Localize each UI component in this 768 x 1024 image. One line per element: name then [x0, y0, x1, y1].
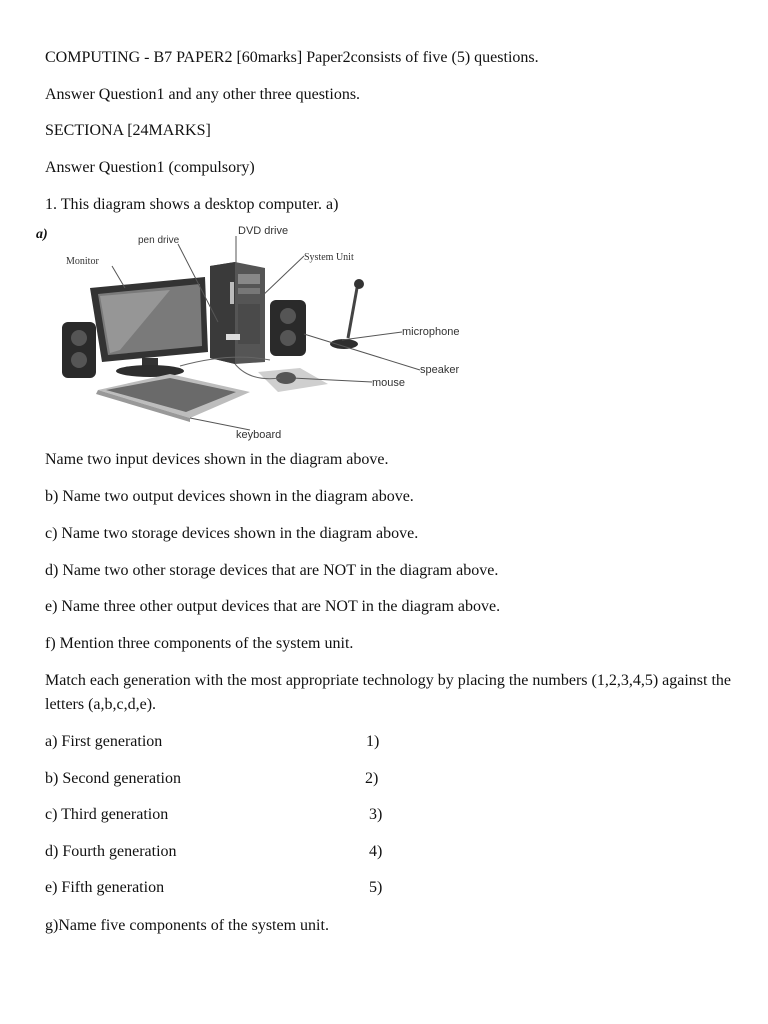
question-part-g: g)Name five components of the system unit.: [45, 917, 329, 934]
label-mouse: mouse: [372, 377, 406, 389]
label-pen-drive: pen drive: [138, 235, 180, 246]
system-unit-icon: [210, 262, 265, 364]
label-system-unit: System Unit: [304, 252, 354, 263]
label-dvd-drive: DVD drive: [238, 225, 289, 237]
matching-row-b-left: b) Second generation: [45, 770, 181, 787]
left-speaker-icon: [62, 322, 96, 378]
question1-intro: 1. This diagram shows a desktop computer. a): [45, 196, 339, 213]
question-part-d: d) Name two other storage devices that are NOT in the diagram above.: [45, 562, 499, 579]
mouse-icon: [258, 368, 328, 392]
section-heading: SECTIONA [24MARKS]: [45, 122, 211, 139]
matching-row-e-left: e) Fifth generation: [45, 879, 165, 896]
question-part-e: e) Name three other output devices that are NOT in the diagram above.: [45, 598, 501, 615]
question-part-b: b) Name two output devices shown in the diagram above.: [45, 488, 414, 505]
matching-instruction: Match each generation with the most appropriate technology by placing the numbers (1,2,3,4,5) against the letters (a,b,c,d,e).: [45, 672, 732, 713]
question-part-a: Name two input devices shown in the diagram above.: [45, 451, 389, 468]
label-microphone: microphone: [402, 326, 460, 338]
paper-title: COMPUTING - B7 PAPER2 [60marks] Paper2consists of five (5) questions.: [45, 49, 539, 66]
matching-row-c-left: c) Third generation: [45, 806, 169, 823]
microphone-icon: [330, 279, 364, 349]
right-speaker-icon: [270, 300, 306, 356]
monitor-icon: [90, 277, 208, 377]
matching-row-a-left: a) First generation: [45, 733, 163, 750]
matching-row-e-right: 5): [369, 879, 383, 896]
label-keyboard: keyboard: [236, 429, 282, 441]
section-instruction: Answer Question1 (compulsory): [45, 159, 255, 176]
diagram-part-label: a): [36, 227, 48, 242]
matching-row-b-right: 2): [365, 770, 379, 787]
question-part-f: f) Mention three components of the system unit.: [45, 635, 354, 652]
label-monitor: Monitor: [66, 256, 99, 267]
matching-row-d-left: d) Fourth generation: [45, 843, 177, 860]
question-part-c: c) Name two storage devices shown in the diagram above.: [45, 525, 419, 542]
matching-row-a-right: 1): [366, 733, 380, 750]
desktop-computer-diagram: [30, 222, 490, 444]
answer-instruction: Answer Question1 and any other three questions.: [45, 86, 361, 103]
matching-row-d-right: 4): [369, 843, 383, 860]
matching-row-c-right: 3): [369, 806, 383, 823]
label-speaker: speaker: [420, 364, 460, 376]
keyboard-icon: [96, 374, 250, 422]
